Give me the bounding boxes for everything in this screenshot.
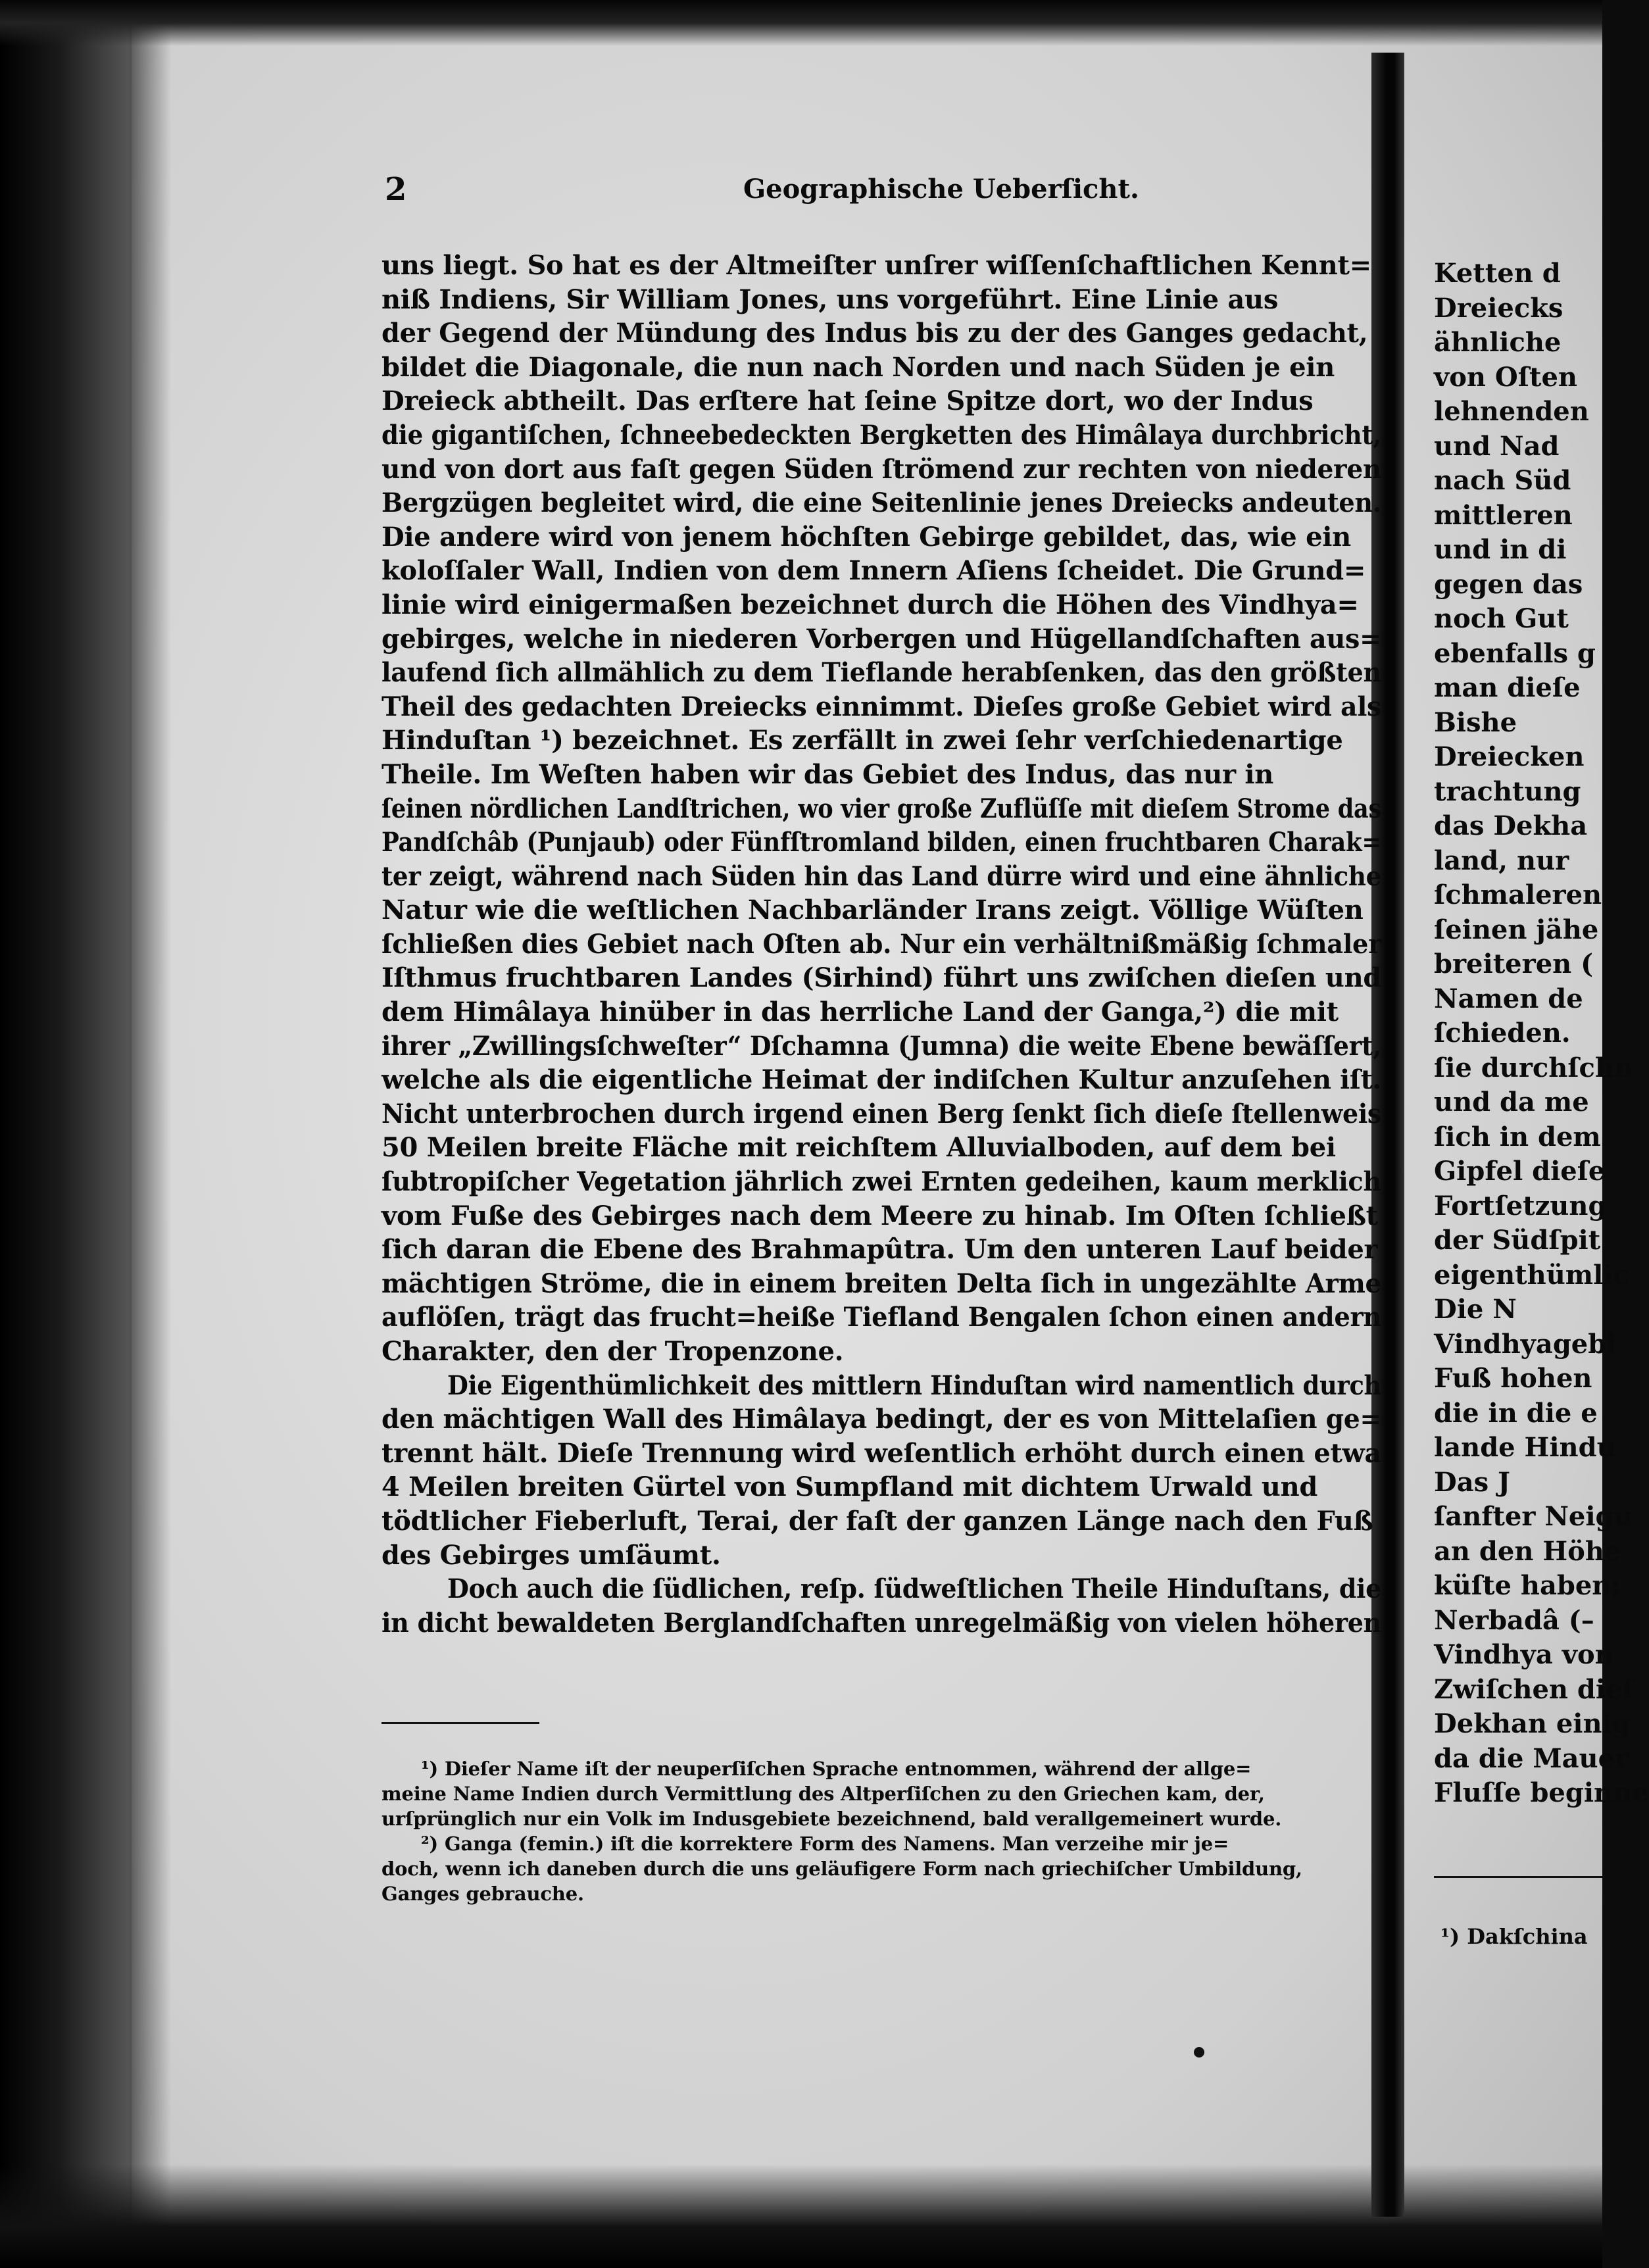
facing-page-line: ähnliche bbox=[1434, 327, 1562, 358]
body-line: Die Eigenthümlichkeit des mittlern Hinduſtan wird namentlich durch bbox=[447, 1369, 1381, 1401]
facing-page-line: Vindhya von bbox=[1434, 1639, 1614, 1670]
body-line: Nicht unterbrochen durch irgend einen Berg ſenkt ſich dieſe ſtellenweis bbox=[381, 1098, 1381, 1129]
facing-page-line: breiteren ( bbox=[1434, 949, 1594, 979]
facing-page-line: Fuß hohen bbox=[1434, 1363, 1592, 1394]
facing-page-line: und in di bbox=[1434, 534, 1567, 565]
facing-page-line: land, nur bbox=[1434, 845, 1569, 876]
facing-page-line: Die N bbox=[1434, 1294, 1517, 1325]
facing-page-line: ebenfalls g bbox=[1434, 637, 1596, 669]
footnote-rule bbox=[381, 1722, 539, 1724]
facing-page-line: das Dekha bbox=[1434, 810, 1588, 841]
body-line: Doch auch die ſüdlichen, reſp. ſüdweſtlichen Theile Hinduſtans, die bbox=[447, 1573, 1381, 1605]
body-line: uns liegt. So hat es der Altmeiſter unſrer wiſſenſchaftlichen Kennt= bbox=[381, 250, 1371, 281]
facing-page-line: man dieſe bbox=[1434, 672, 1581, 703]
facing-page-text bbox=[1434, 257, 1649, 1811]
facing-page-line: Ketten d bbox=[1434, 258, 1561, 289]
running-head: Geographische Ueberſicht. bbox=[743, 174, 1139, 205]
body-line: gebirges, welche in niederen Vorbergen und Hügellandſchaften aus= bbox=[381, 623, 1381, 654]
bottom-edge-shadow bbox=[0, 2164, 1602, 2268]
body-line: Theil des gedachten Dreiecks einnimmt. Dieſes große Gebiet wird als bbox=[381, 691, 1381, 722]
body-line: vom Fuße des Gebirges nach dem Meere zu hinab. Im Oſten ſchließt bbox=[381, 1200, 1378, 1231]
facing-page-line: der Südſpit bbox=[1434, 1225, 1601, 1256]
facing-page-line: und Nad bbox=[1434, 430, 1560, 462]
body-line: Bergzügen begleitet wird, die eine Seitenlinie jenes Dreiecks andeuten. bbox=[381, 487, 1381, 519]
facing-page-line: ſie durchſchn bbox=[1434, 1052, 1634, 1083]
facing-page-footnote: ¹) Dakſchina bbox=[1440, 1924, 1588, 1949]
facing-page-line: nach Süd bbox=[1434, 465, 1571, 496]
body-line: ſich daran die Ebene des Brahmapûtra. Um den unteren Lauf beider bbox=[381, 1234, 1378, 1266]
body-line: trennt hält. Dieſe Trennung wird weſentlich erhöht durch einen etwa bbox=[381, 1437, 1381, 1469]
main-page bbox=[381, 171, 1381, 2013]
body-line: laufend ſich allmählich zu dem Tieflande herabſenken, das den größten bbox=[381, 657, 1381, 689]
facing-page-line: lehnenden bbox=[1434, 396, 1589, 427]
body-line: 4 Meilen breiten Gürtel von Sumpfland mit dichtem Urwald und bbox=[381, 1471, 1318, 1503]
body-line: dem Himâlaya hinüber in das herrliche Land der Ganga,²) die mit bbox=[381, 997, 1339, 1028]
body-line: 50 Meilen breite Fläche mit reichſtem Alluvialboden, auf dem bei bbox=[381, 1132, 1336, 1164]
facing-page-line: Nerbadâ (– bbox=[1434, 1604, 1594, 1636]
facing-page-line: Fortſetzung bbox=[1434, 1190, 1607, 1221]
body-line: des Gebirges umſäumt. bbox=[381, 1539, 721, 1571]
footnote-line: ²) Ganga (femin.) iſt die korrektere Form des Namens. Man verzeihe mir je= bbox=[421, 1833, 1229, 1855]
footnote-line: meine Name Indien durch Vermittlung des Altperſiſchen zu den Griechen kam, der, bbox=[381, 1783, 1265, 1805]
facing-page-line: Namen de bbox=[1434, 983, 1583, 1014]
facing-page-line: die in die e bbox=[1434, 1397, 1598, 1429]
facing-page-footnote-rule bbox=[1434, 1876, 1602, 1878]
facing-page-line: und da me bbox=[1434, 1087, 1589, 1118]
body-text bbox=[381, 249, 1381, 1640]
facing-page-line: eigenthümlic bbox=[1434, 1259, 1629, 1291]
body-line: welche als die eigentliche Heimat der indiſchen Kultur anzuſehen iſt. bbox=[381, 1064, 1381, 1096]
facing-page-line: gegen das bbox=[1434, 568, 1583, 600]
body-line: ihrer „Zwillingsſchweſter“ Dſchamna (Jumna) die weite Ebene bewäſſert, bbox=[381, 1030, 1381, 1062]
footnote-line: doch, wenn ich daneben durch die uns geläufigere Form nach griechiſcher Umbildung, bbox=[381, 1858, 1302, 1880]
body-line: tödtlicher Fieberluft, Terai, der faſt der ganzen Länge nach den Fuß bbox=[381, 1505, 1373, 1537]
body-line: niß Indiens, Sir William Jones, uns vorgeführt. Eine Linie aus bbox=[381, 284, 1279, 315]
body-line: ſeinen nördlichen Landſtrichen, wo vier große Zuflüſſe mit dieſem Strome das bbox=[381, 793, 1381, 824]
facing-page-line: ſchmaleren bbox=[1434, 879, 1602, 910]
body-line: koloſſaler Wall, Indien von dem Innern Aſiens ſcheidet. Die Grund= bbox=[381, 555, 1366, 587]
footnote-line: ¹) Dieſer Name iſt der neuperſiſchen Sprache entnommen, während der allge= bbox=[421, 1758, 1252, 1780]
body-line: den mächtigen Wall des Himâlaya bedingt, der es von Mittelaſien ge= bbox=[381, 1404, 1381, 1435]
facing-page-line: mittleren bbox=[1434, 499, 1573, 531]
body-line: ter zeigt, während nach Süden hin das Land dürre wird und eine ähnliche bbox=[381, 860, 1381, 892]
body-line: auflöſen, trägt das frucht=heiße Tiefland Bengalen ſchon einen andern bbox=[381, 1302, 1381, 1333]
footnote-line: urſprünglich nur ein Volk im Indusgebiete bezeichnend, bald verallgemeinert wurde. bbox=[381, 1808, 1282, 1830]
facing-page-line: ſchieden. bbox=[1434, 1018, 1571, 1048]
facing-page-line: von Oſten bbox=[1434, 361, 1577, 393]
facing-page-line: ſeinen jähe bbox=[1434, 914, 1599, 945]
body-line: die gigantiſchen, ſchneebedeckten Bergketten des Himâlaya durchbricht, bbox=[381, 419, 1381, 451]
facing-page-line: Das J bbox=[1434, 1466, 1510, 1498]
ink-spot bbox=[1194, 2047, 1204, 2058]
page-header bbox=[381, 171, 1381, 210]
body-line: Dreieck abtheilt. Das erſtere hat ſeine Spitze dort, wo der Indus bbox=[381, 385, 1314, 417]
body-line: Theile. Im Weſten haben wir das Gebiet des Indus, das nur in bbox=[381, 758, 1274, 790]
facing-page-line: noch Gut bbox=[1434, 603, 1569, 634]
body-line: in dicht bewaldeten Berglandſchaften unregelmäßig von vielen höheren bbox=[381, 1607, 1381, 1639]
facing-page-line: ſich in dem bbox=[1434, 1121, 1601, 1152]
body-line: mächtigen Ströme, die in einem breiten Delta ſich in ungezählte Arme bbox=[381, 1268, 1381, 1299]
facing-page-line: Dreiecks bbox=[1434, 292, 1563, 324]
left-margin-shadow bbox=[0, 0, 171, 2268]
body-line: Iſthmus fruchtbaren Landes (Sirhind) führt uns zwiſchen dieſen und bbox=[381, 962, 1381, 994]
page-number: 2 bbox=[385, 171, 407, 208]
facing-page-line: lande Hindu bbox=[1434, 1432, 1616, 1463]
facing-page-line: Dreiecken bbox=[1434, 741, 1585, 772]
facing-page-line: küſte haben; bbox=[1434, 1570, 1621, 1601]
facing-page-line: Bishe bbox=[1434, 706, 1517, 738]
body-line: ſubtropiſcher Vegetation jährlich zwei Ernten gedeihen, kaum merklich bbox=[381, 1166, 1381, 1198]
facing-page-line: Vindhyagebi bbox=[1434, 1328, 1617, 1360]
facing-page-line: Dekhan einig bbox=[1434, 1708, 1631, 1739]
body-line: ſchließen dies Gebiet nach Oſten ab. Nur ein verhältnißmäßig ſchmaler bbox=[381, 928, 1381, 960]
footnote-line: Ganges gebrauche. bbox=[381, 1883, 584, 1905]
facing-page-line: Fluſſe beginne bbox=[1434, 1777, 1649, 1808]
facing-page-line: trachtung bbox=[1434, 776, 1581, 807]
facing-page-line: ſanfter Neigu bbox=[1434, 1501, 1633, 1532]
body-line: bildet die Diagonale, die nun nach Norden und nach Süden je ein bbox=[381, 351, 1335, 383]
facing-page-fragment bbox=[1434, 257, 1649, 2033]
body-line: Pandſchâb (Punjaub) oder Fünfſtromland bilden, einen fruchtbaren Charak= bbox=[381, 827, 1381, 858]
facing-page-line: Zwiſchen dieſ bbox=[1434, 1673, 1634, 1705]
body-line: Charakter, den der Tropenzone. bbox=[381, 1336, 844, 1367]
body-line: Natur wie die weſtlichen Nachbarländer Irans zeigt. Völlige Wüſten bbox=[381, 895, 1364, 926]
facing-page-line: an den Höhe bbox=[1434, 1535, 1621, 1567]
body-line: der Gegend der Mündung des Indus bis zu der des Ganges gedacht, bbox=[381, 318, 1368, 349]
body-line: linie wird einigermaßen bezeichnet durch die Höhen des Vindhya= bbox=[381, 589, 1359, 620]
top-edge-shadow bbox=[0, 0, 1602, 46]
body-line: und von dort aus faſt gegen Süden ſtrömend zur rechten von niederen bbox=[381, 453, 1381, 485]
footnotes bbox=[381, 1756, 1381, 1906]
facing-page-line: Gipfel dieſe bbox=[1434, 1156, 1606, 1187]
body-line: Die andere wird von jenem höchſten Gebirge gebildet, das, wie ein bbox=[381, 521, 1351, 553]
facing-page-line: da die Mauer bbox=[1434, 1742, 1629, 1774]
body-line: Hinduſtan ¹) bezeichnet. Es zerfällt in zwei ſehr verſchiedenartige bbox=[381, 725, 1343, 756]
